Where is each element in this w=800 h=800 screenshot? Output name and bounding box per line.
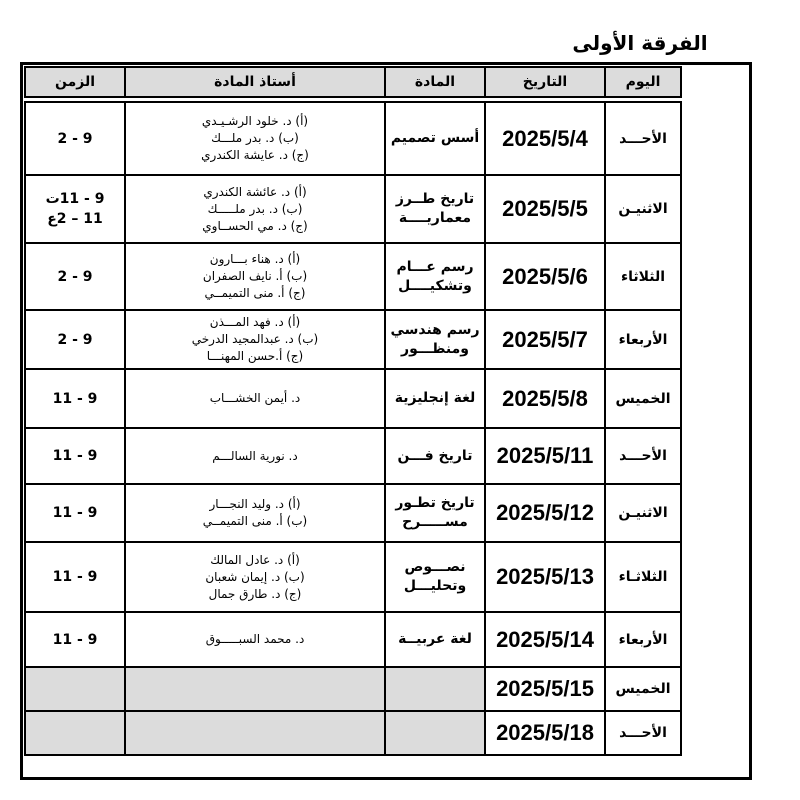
subject-cell [385,542,485,612]
time-cell [25,542,125,612]
teacher-cell [125,369,385,428]
schedule-row [25,243,681,310]
day-cell: الأربعاء [605,310,681,369]
time-line: 9 - 11 [52,631,98,648]
subject-cell [385,667,485,711]
teacher-cell [125,542,385,612]
teacher-line: (أ) د. فهد المـــذن [209,315,301,329]
teacher-line: د. أيمن الخشـــاب [209,391,301,405]
subject-cell [385,369,485,428]
header-day: اليوم [605,67,681,97]
subject-line: لغة عربيــة [398,631,472,647]
schedule-row [25,711,681,755]
date-cell: 2025/5/8 [485,369,605,428]
subject-cell [385,612,485,667]
time-cell [25,484,125,542]
teacher-line: (ب) د. عبدالمجيد الدرخي [191,332,319,346]
exam-schedule-table [24,66,682,756]
subject-line: تاريخ تطـور [395,495,475,511]
teacher-cell [125,310,385,369]
teacher-line: (أ) د. خلود الرشـيـدي [201,114,309,128]
schedule-row [25,310,681,369]
teacher-line: (أ) د. وليد النجـــار [209,497,301,511]
subject-cell [385,484,485,542]
schedule-row [25,428,681,484]
subject-cell [385,428,485,484]
subject-line: رسم عـــام [396,258,474,275]
subject-line: تاريخ طــرز [395,191,475,207]
teacher-line: (ج) د. طارق جمال [208,586,302,601]
subject-line: رسم هندسي [390,321,480,338]
date-cell: 2025/5/7 [485,310,605,369]
header-row [25,67,681,97]
time-cell [25,243,125,310]
teacher-cell [125,612,385,667]
time-line: 9 - 11 [52,390,98,407]
subject-cell [385,243,485,310]
schedule-body [25,102,681,755]
time-line: 11 – 2ع [47,211,103,227]
time-cell [25,310,125,369]
day-cell: الثلاثاء [605,243,681,310]
subject-line: معماريــــة [398,210,472,226]
teacher-line: (ب) أ. منى التميمــي [202,514,308,528]
page-title: الفرقة الأولى [572,31,708,55]
schedule-row [25,102,681,175]
date-cell: 2025/5/15 [485,667,605,711]
teacher-cell [125,175,385,243]
day-cell: الثلاثـاء [605,542,681,612]
subject-cell [385,102,485,175]
teacher-line: (ج) أ.حسن المهنـــا [206,349,304,363]
header-teacher: أستاذ المادة [125,67,385,97]
header-date: التاريخ [485,67,605,97]
teacher-line: (ج) أ. منى التميمــي [204,286,306,300]
subject-line: ومنظـــور [401,340,469,357]
day-cell: الاثنيـن [605,484,681,542]
subject-line: وتحليـــل [403,578,467,594]
date-cell: 2025/5/4 [485,102,605,175]
time-line: 9 - 11 [52,448,98,464]
schedule-row [25,667,681,711]
teacher-line: (ب) أ. نايف الصفران [202,269,308,283]
time-cell [25,667,125,711]
teacher-line: د. محمد السبـــــوق [205,632,305,646]
teacher-line: (أ) د. عادل المالك [210,552,300,567]
date-cell: 2025/5/6 [485,243,605,310]
subject-line: تاريخ فـــن [397,447,473,464]
day-cell: الخميس [605,667,681,711]
time-cell [25,711,125,755]
time-line: 9 - 2 [57,268,93,285]
header-time: الزمن [25,67,125,97]
teacher-line: (ب) د. إيمان شعبان [205,569,305,584]
schedule-row [25,542,681,612]
date-cell: 2025/5/13 [485,542,605,612]
teacher-line: د. نورية السالـــم [212,448,298,463]
time-cell [25,175,125,243]
teacher-line: (ب) د. بدر ملـــــك [207,201,303,216]
teacher-line: (ب) د. بدر ملـــك [211,131,299,145]
schedule-row [25,612,681,667]
time-line: 9 - 11ت [45,191,105,207]
teacher-cell [125,667,385,711]
subject-line: مســـــرح [402,514,468,530]
time-line: 9 - 2 [57,331,93,348]
subject-cell [385,175,485,243]
subject-line: نصـــوص [404,559,466,575]
teacher-cell [125,102,385,175]
date-cell: 2025/5/11 [485,428,605,484]
time-cell [25,102,125,175]
time-line: 9 - 11 [52,569,98,585]
time-line: 9 - 2 [57,130,93,147]
subject-line: لغة إنجليزية [394,390,476,406]
day-cell: الاثنيـن [605,175,681,243]
teacher-line: (ج) د. مي الحســاوي [202,218,308,233]
teacher-cell [125,428,385,484]
date-cell: 2025/5/18 [485,711,605,755]
teacher-cell [125,711,385,755]
day-cell: الأربعاء [605,612,681,667]
time-line: 9 - 11 [52,505,98,521]
time-cell [25,612,125,667]
schedule-row [25,369,681,428]
time-cell [25,369,125,428]
subject-line: أسس تصميم [390,130,480,146]
header-subject: المادة [385,67,485,97]
teacher-cell [125,484,385,542]
date-cell: 2025/5/14 [485,612,605,667]
day-cell: الخميس [605,369,681,428]
subject-line: وتشكيــــل [398,277,472,294]
date-cell: 2025/5/12 [485,484,605,542]
teacher-line: (أ) د. هناء بـــارون [209,252,301,266]
day-cell: الأحـــد [605,102,681,175]
subject-cell [385,711,485,755]
teacher-line: (ج) د. عايشة الكندري [201,148,309,162]
day-cell: الأحـــد [605,711,681,755]
day-cell: الأحـــد [605,428,681,484]
teacher-cell [125,243,385,310]
schedule-row [25,175,681,243]
date-cell: 2025/5/5 [485,175,605,243]
subject-cell [385,310,485,369]
schedule-row [25,484,681,542]
teacher-line: (أ) د. عائشة الكندري [203,184,307,199]
time-cell [25,428,125,484]
